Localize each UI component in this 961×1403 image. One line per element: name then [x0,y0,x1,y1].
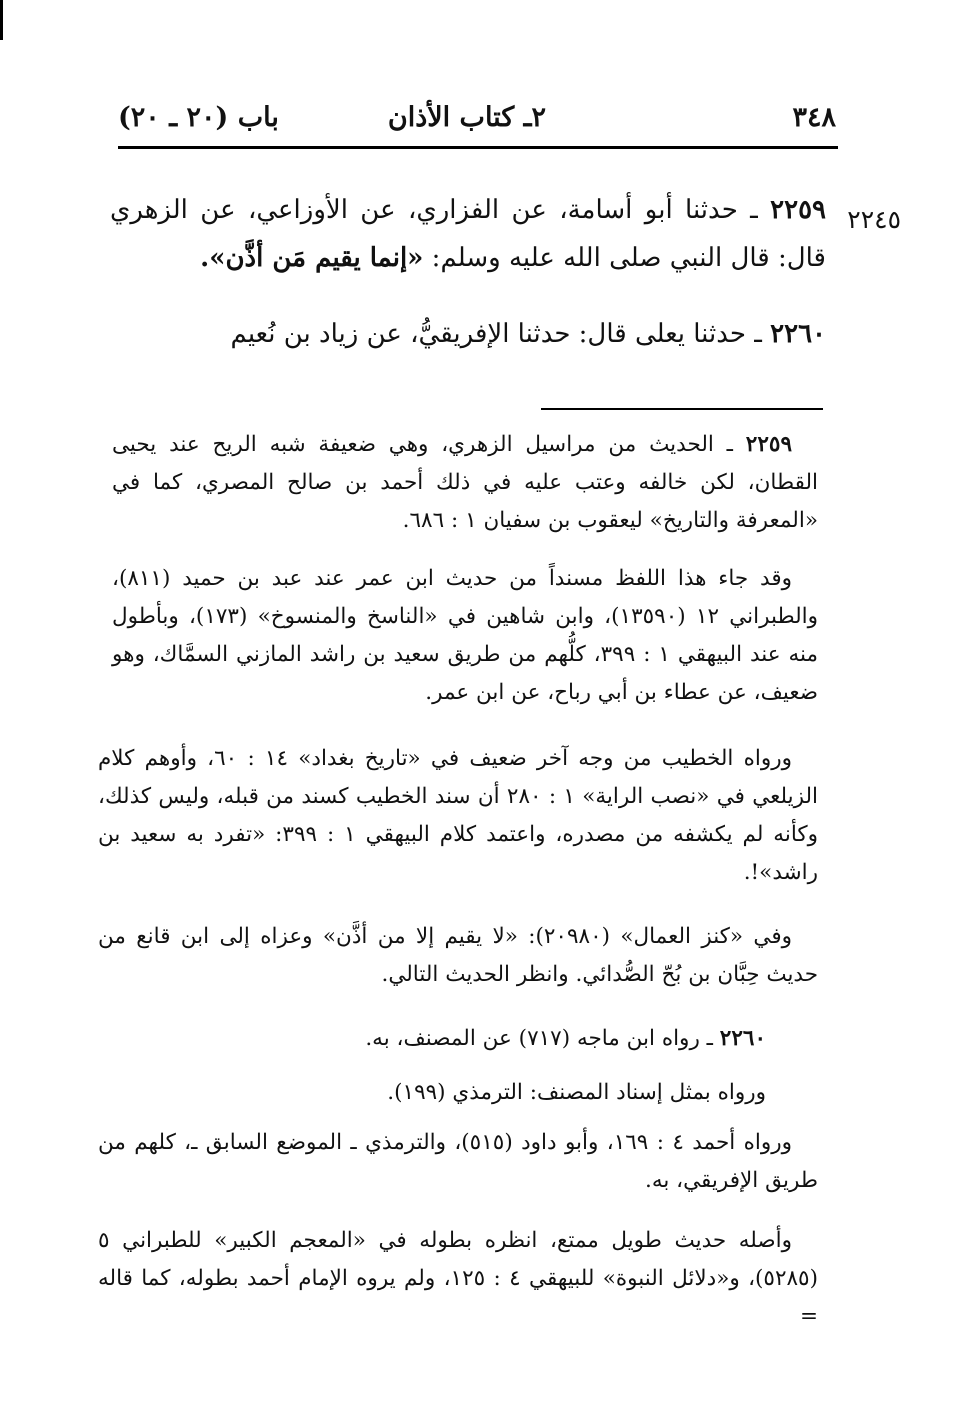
footnote-text: ورواه الخطيب من وجه آخر ضعيف في «تاريخ بغداد» ١٤ : ٦٠، وأوهم كلام الزيلعي في «نصب الراية» ١ : ٢٨٠ أن سند الخطيب كسند من قبله، وليس كذلك، وكأنه لم يكشفه من مصدره، واعتمد كلام البيهقي ١ : ٣٩٩: «تفرد به سعيد بن راشد»!. [98,746,818,885]
footnote-text: ورواه بمثل إسناد المصنف: الترمذي (١٩٩). [387,1080,766,1105]
hadith-text: ـ حدثنا يعلى قال: حدثنا الإفريقيُّ، عن زياد بن نُعيم [230,319,771,349]
header-rule [118,146,838,149]
footnote-number: ٢٢٦٠ [719,1026,766,1051]
footnote-paragraph [98,1074,818,1112]
footnote-text: وأصله حديث طويل ممتع، انظره بطوله في «المعجم الكبير» للطبراني ٥ (٥٢٨٥)، و«دلائل النبوة» للبيهقي ٤ : ١٢٥، ولم يروه الإمام أحمد بطوله، كما قاله = [98,1228,818,1329]
footnote-text: ـ الحديث من مراسيل الزهري، وهي ضعيفة شبه الريح عند يحيى القطان، لكن خالفه وعتب عليه في ذلك أحمد بن صالح المصري، كما في «المعرفة والتاريخ» ليعقوب بن سفيان ١ : ٦٨٦. [112,432,818,533]
footnote-text: وقد جاء هذا اللفظ مسنداً من حديث ابن عمر عند عبد بن حميد (٨١١)، والطبراني ١٢ (١٣٥٩٠)، وابن شاهين في «الناسخ والمنسوخ» (١٧٣)، وبأطول منه عند البيهقي ١ : ٣٩٩، كلُّهم من طريق سعيد بن راشد المازني السمَّاك، وهو ضعيف، عن عطاء بن أبي رباح، عن ابن عمر. [112,566,819,705]
hadith-number: ٢٢٦٠ [770,319,826,349]
page-number: ٣٤٨ [792,102,836,133]
footnote-paragraph [98,1222,818,1336]
footnote-separator [541,408,823,410]
footnote-paragraph [98,918,818,994]
margin-number: ٢٢٤٥ [847,205,901,234]
footnote-number: ٢٢٥٩ [745,432,792,457]
page-header [118,100,836,140]
footnote-text: وفي «كنز العمال» (٢٠٩٨٠): «لا يقيم إلا من أذَّن» وعزاه إلى ابن قانع من حديث حِبَّان بن بُحّ الصُّدائي. وانظر الحديث التالي. [98,924,818,987]
page-edge-mark [0,0,3,40]
hadith-2260 [110,310,826,358]
hadith-quote: «إنما يقيم مَن أذَّن». [200,243,424,273]
book-title: ٢ـ كتاب الأذان [387,102,546,133]
chapter-reference: باب (٢٠ ـ ٢٠) [118,102,279,133]
footnote-text: ورواه أحمد ٤ : ١٦٩، وأبو داود (٥١٥)، والترمذي ـ الموضع السابق ـ، كلهم من طريق الإفريقي، به. [98,1130,818,1193]
hadith-number: ٢٢٥٩ [770,195,826,225]
footnote-text: ـ رواه ابن ماجه (٧١٧) عن المصنف، به. [365,1026,720,1051]
footnote-paragraph [112,560,818,712]
footnote-paragraph [98,740,818,892]
footnote-2259 [112,426,818,540]
footnote-2260 [98,1020,818,1058]
footnote-paragraph [98,1124,818,1200]
hadith-text: ـ حدثنا أبو أسامة، عن الفزاري، عن الأوزاعي، عن الزهري قال: قال النبي صلى الله عليه وسلم: [110,195,826,273]
hadith-2259 [110,186,826,282]
